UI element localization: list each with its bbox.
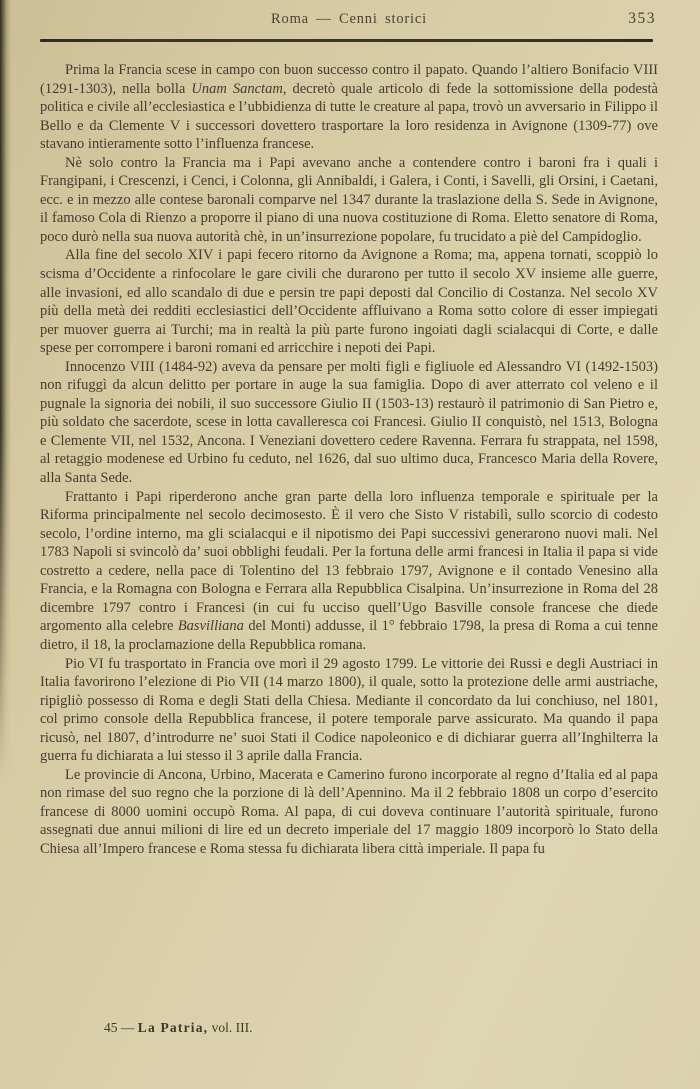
text-segment: Prima la Francia scese in campo con buon successo contro il papato. Quando l’altiero Bonifacio VIII (1291-1303), nella bolla: [40, 62, 658, 97]
text-segment: Alla fine del secolo XIV i papi fecero ritorno da Avignone a Roma; ma, appena tornati, scoppiò lo scisma d’Occidente a rinfocolare le gare civili che durarono per tutto il secolo XV insieme alle guerre, alle invasioni, ed allo scandalo di due e persin tre papi deposti dal Concilio di Costanza. Nel secolo XV più della metà dei redditi ecclesiastici dell’Occidente affluivano a Roma sotto colore di esser impiegati per muover guerra ai Turchi; ma in realtà la più parte furono ingoiati dagli scialacqui di Corte, e dalle spese per corrompere i baroni romani ed arricchire i nepoti dei Papi.: [40, 247, 658, 357]
header-rule: [40, 39, 653, 42]
text-column: [40, 61, 658, 859]
text-segment: Le provincie di Ancona, Urbino, Macerata e Camerino furono incorporate al regno d’Italia ed al papa non rimase del suo regno che la porzione di là dell’Apennino. Ma il 2 febbraio 1808 un corpo d’esercito francese di 8000 uomini occupò Roma. Al papa, di cui doveva continuare l’autorità spirituale, furono assegnati due annui milioni di lire ed un decreto imperiale del 17 maggio 1809 incorporò lo Stato della Chiesa all’Impero francese e Roma stessa fu dichiarata libera città imperiale. Il papa fu: [40, 766, 658, 857]
italic-text: Basvilliana: [177, 618, 244, 635]
text-segment: Nè solo contro la Francia ma i Papi avevano anche a contendere contro i baroni fra i quali i Frangipani, i Crescenzi, i Cenci, i Colonna, gli Annibaldi, i Galera, i Conti, i Savelli, gli Orsini, i Caetani, ecc. e in mezzo alle contese baronali comparve nel 1347 durante la traslazione della S. Sede in Avignone, il famoso Cola di Rienzo a proporre il piano di una nuova costituzione di Roma. Eletto senatore di Roma, poco durò nella sua nuova autorità chè, in un’insurrezione popolare, fu trucidato a piè del Campidoglio.: [40, 154, 658, 245]
footer-work-title: La Patria,: [137, 1020, 209, 1035]
footer-volume-label: vol. III.: [208, 1020, 253, 1035]
text-segment: , decretò quale articolo di fede la sottomissione della podestà politica e civile all’ecclesiastica e l’ubbidienza di tutte le creature al papa, trovò un avversario in Filippo il Bello e da Clemente V i successori dovettero trasportare la loro residenza in Avignone (1309-77) ove stavano intieramente sotto l’influenza francese.: [40, 80, 658, 153]
running-header: [40, 11, 658, 33]
paragraph: [40, 358, 658, 488]
paragraph: [40, 488, 658, 655]
paragraph: [40, 766, 658, 859]
italic-text: Unam Sanctam: [191, 80, 283, 97]
text-segment: Innocenzo VIII (1484-92) aveva da pensare per molti figli e figliuole ed Alessandro VI (1492-1503) non rifuggì da alcun delitto per portare in auge la sua famiglia. Dopo di aver atterrato col veleno e il pugnale la signoria dei nobili, il suo successore Giulio II (1503-13) restaurò il patrimonio di San Pietro e, più soldato che sacerdote, scese in lotta cavalleresca coi Francesi. Giulio II conquistò, nel 1513, Bologna e Clemente VII, nel 1532, Ancona. I Veneziani dovettero cedere Ravenna. Ferrara fu strappata, nel 1598, al retaggio modenese ed Urbino fu ceduto, nel 1626, dal suo ultimo duca, Francesco Maria della Rovere, alla Santa Sede.: [40, 358, 658, 487]
paragraph: [40, 154, 658, 247]
paragraph: [40, 61, 658, 154]
text-segment: Pio VI fu trasportato in Francia ove morì il 29 agosto 1799. Le vittorie dei Russi e degli Austriaci in Italia favorirono l’elezione di Pio VII (14 marzo 1800), il quale, sotto la protezione delle armi austriache, ripigliò possesso di Roma e degli Stati della Chiesa. Mediante il concordato da lui conchiuso, nel 1801, col primo console della Repubblica francese, il potere temporale parve assicurato. Ma quando il papa ricusò, nel 1807, d’introdurre ne’ suoi Stati il Codice napoleonico e di dichiarar guerra all’Inghilterra la guerra fu dichiarata a lui stesso il 3 aprile dalla Francia.: [40, 655, 658, 765]
paragraph: [40, 246, 658, 357]
running-header-title: Roma — Cenni storici: [271, 11, 427, 27]
paragraph: [40, 655, 658, 766]
text-segment: del Monti) addusse, il 1° febbraio 1798, la presa di Roma a cui tenne dietro, il 18, la proclamazione della Repubblica romana.: [40, 618, 658, 653]
page-number: 353: [628, 10, 656, 27]
footer-note: [104, 1020, 253, 1036]
footer-volume-number: 45 —: [104, 1020, 138, 1035]
scan-edge-shadow: [0, 0, 11, 780]
text-segment: Frattanto i Papi riperderono anche gran parte della loro influenza temporale e spirituale per la Riforma principalmente nel secolo decimosesto. È il vero che Sisto V ristabilì, sullo scorcio di codesto secolo, l’ordine interno, ma gli scialacqui e il nipotismo dei Papi successivi generarono nuovi mali. Nel 1783 Napoli si svincolò da’ suoi obblighi feudali. Per la fortuna delle armi francesi in Italia il papa si vide costretto a cedere, nella pace di Tolentino del 13 febbraio 1797, Avignone e il contado Venesino alla Francia, e la Romagna con Bologna e Ferrara alla Repubblica Cisalpina. Un’insurrezione in Roma del 28 dicembre 1797 contro i Francesi (in cui fu ucciso quell’Ugo Basville console francese che diede argomento alla celebre: [40, 488, 658, 635]
